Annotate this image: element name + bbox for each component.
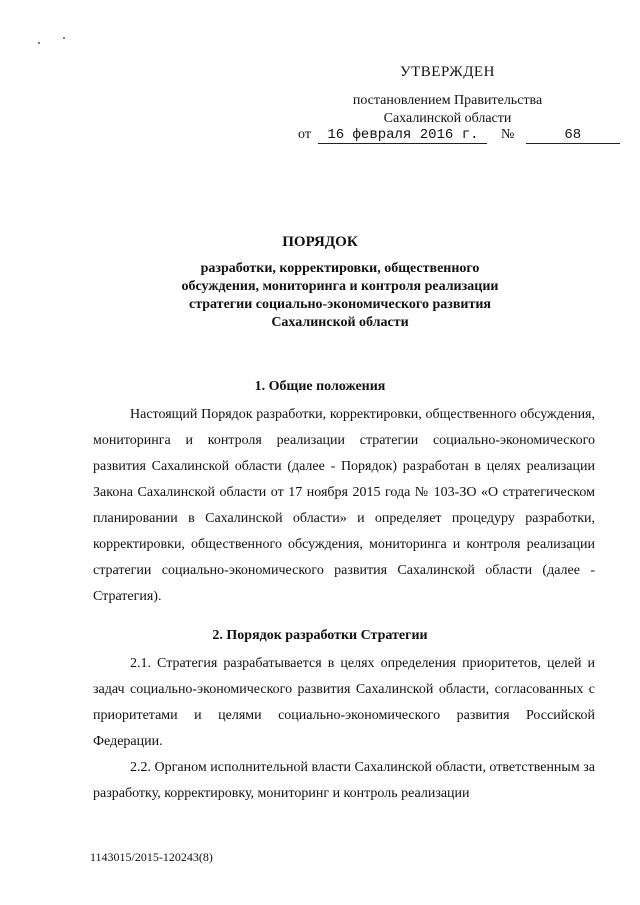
approval-stamp: УТВЕРЖДЕН	[400, 64, 495, 80]
date-prefix: от	[298, 127, 311, 142]
decree-line: постановлением Правительства	[352, 93, 543, 108]
decree-reference	[330, 92, 565, 128]
section-heading: 1. Общие положения	[254, 379, 386, 394]
subtitle-line: обсуждения, мониторинга и контроля реализации	[181, 279, 499, 294]
subtitle-line: разработки, корректировки, общественного	[200, 261, 480, 276]
decree-number: 68	[526, 128, 620, 144]
decree-line: Сахалинской области	[383, 111, 512, 126]
scan-speck	[38, 42, 40, 44]
paragraph: Настоящий Порядок разработки, корректировки, общественного обсуждения, мониторинга и контроля реализации стратегии социально-экономического развития Сахалинской области (далее - Порядок) разработан в целях реализации Закона Сахалинской области от 17 ноября 2015 года № 103-ЗО «О стратегическом планировании в Сахалинской области» и определяет процедуру разработки, корректировки, общественного обсуждения, мониторинга и контроля реализации стратегии социально-экономического развития Сахалинской области (далее - Стратегия).	[93, 407, 595, 604]
subtitle-line: Сахалинской области	[271, 315, 409, 330]
section-heading: 2. Порядок разработки Стратегии	[212, 628, 428, 643]
paragraph: 2.2. Органом исполнительной власти Сахалинской области, ответственным за разработку, корректировку, мониторинг и контроль реализации	[93, 760, 595, 801]
scan-speck	[63, 37, 65, 39]
document-title: ПОРЯДОК	[282, 234, 358, 250]
document-subtitle	[140, 260, 540, 332]
paragraph: 2.1. Стратегия разрабатывается в целях определения приоритетов, целей и задач социально-экономического развития Сахалинской области, согласованных с приоритетами и целями социально-экономического развития Российской Федерации.	[93, 656, 595, 749]
decree-date: 16 февраля 2016 г.	[318, 128, 487, 144]
decree-date-line	[298, 127, 620, 144]
number-sign: №	[500, 127, 515, 142]
document-code: 1143015/2015-120243(8)	[90, 850, 213, 864]
subtitle-line: стратегии социально-экономического развития	[189, 297, 491, 312]
